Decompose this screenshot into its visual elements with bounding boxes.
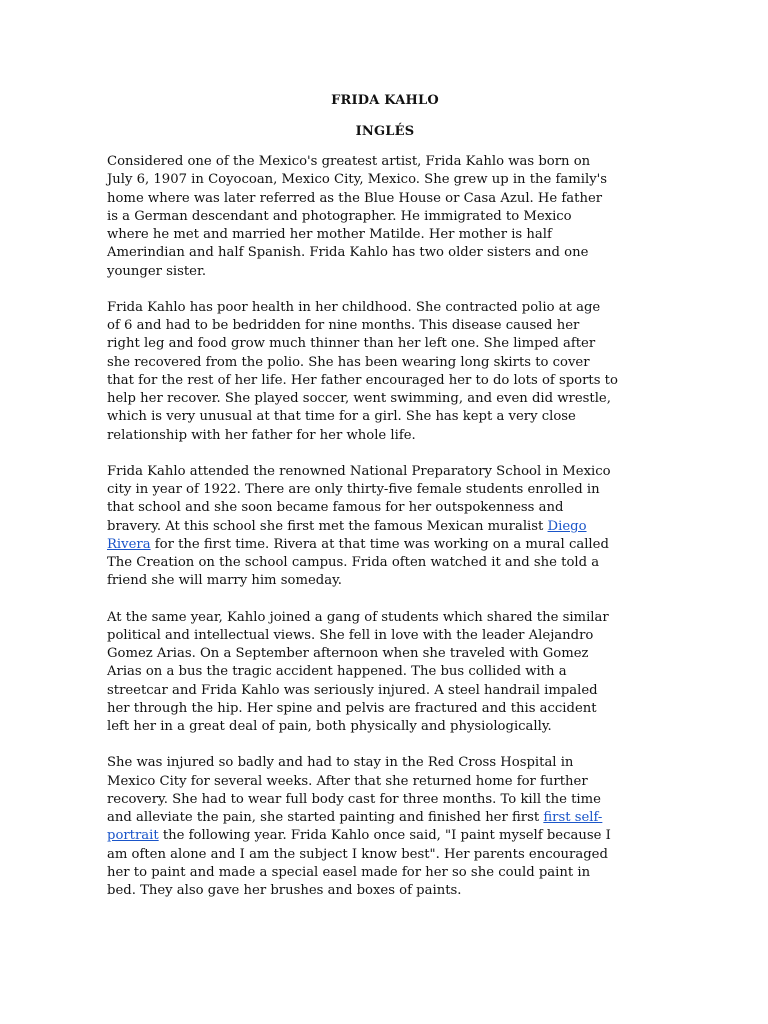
paragraph-line <box>107 572 663 590</box>
text-run: relationship with her father for her whole life. <box>107 427 416 443</box>
paragraph-line <box>107 463 663 481</box>
text-run: political and intellectual views. She fell in love with the leader Alejandro <box>107 627 594 643</box>
text-run: am often alone and I am the subject I know best". Her parents encouraged <box>107 846 608 862</box>
paragraph-line <box>107 773 663 791</box>
paragraph-line <box>107 354 663 372</box>
text-run: July 6, 1907 in Coyocoan, Mexico City, Mexico. She grew up in the family's <box>107 172 608 188</box>
paragraph-line <box>107 153 663 171</box>
text-run: streetcar and Frida Kahlo was seriously injured. A steel handrail impaled <box>107 682 598 698</box>
text-run: The Creation on the school campus. Frida often watched it and she told a <box>107 555 600 570</box>
paragraph-4 <box>107 609 663 737</box>
paragraph-line <box>107 846 663 864</box>
paragraph-line <box>107 554 663 572</box>
text-run: Mexico City for several weeks. After that she returned home for further <box>107 773 588 789</box>
text-run: is a German descendant and photographer. He immigrated to Mexico <box>107 208 572 224</box>
text-run: where he met and married her mother Matilde. Her mother is half <box>107 227 552 242</box>
text-run: the following year. Frida Kahlo once said, "I paint myself because I <box>158 828 611 844</box>
paragraph-line <box>107 372 663 390</box>
text-run: of 6 and had to be bedridden for nine months. This disease caused her <box>107 318 580 333</box>
text-run: help her recover. She played soccer, went swimming, and even did wrestle, <box>107 391 611 406</box>
text-run: Amerindian and half Spanish. Frida Kahlo has two older sisters and one <box>107 245 589 261</box>
text-run: bed. They also gave her brushes and boxes of paints. <box>107 883 462 898</box>
text-run: recovery. She had to wear full body cast for three months. To kill the time <box>107 791 601 807</box>
text-run: that for the rest of her life. Her father encouraged her to do lots of sports to <box>107 372 618 388</box>
paragraph-2 <box>107 299 663 445</box>
paragraph-line <box>107 627 663 645</box>
text-run: right leg and food grow much thinner than her left one. She limped after <box>107 336 596 352</box>
paragraph-line <box>107 390 663 408</box>
paragraph-line <box>107 481 663 499</box>
paragraph-line <box>107 663 663 681</box>
paragraph-line <box>107 754 663 772</box>
paragraph-line <box>107 700 663 718</box>
text-run: she recovered from the polio. She has been wearing long skirts to cover <box>107 354 590 370</box>
hyperlink[interactable]: first self- <box>543 810 603 825</box>
text-run: At the same year, Kahlo joined a gang of students which shared the similar <box>107 609 609 625</box>
paragraph-line <box>107 882 663 900</box>
text-run: Arias on a bus the tragic accident happened. The bus collided with a <box>107 664 567 680</box>
paragraph-line <box>107 427 663 445</box>
paragraph-line <box>107 263 663 281</box>
paragraph-line <box>107 244 663 262</box>
paragraph-line <box>107 609 663 627</box>
text-run: her through the hip. Her spine and pelvis are fractured and this accident <box>107 700 597 716</box>
paragraph-line <box>107 226 663 244</box>
text-run: home where was later referred as the Blue House or Casa Azul. He father <box>107 190 603 206</box>
document-title: FRIDA KAHLO <box>331 93 439 108</box>
paragraph-line <box>107 718 663 736</box>
paragraph-line <box>107 190 663 208</box>
paragraph-line <box>107 408 663 426</box>
paragraph-line <box>107 208 663 226</box>
text-run: younger sister. <box>107 263 207 279</box>
document-page <box>107 92 663 900</box>
paragraph-line <box>107 536 663 554</box>
paragraph-line <box>107 791 663 809</box>
text-run: left her in a great deal of pain, both physically and physiologically. <box>107 719 552 734</box>
hyperlink[interactable]: Diego <box>547 518 587 534</box>
paragraph-line <box>107 809 663 827</box>
paragraph-line <box>107 299 663 317</box>
paragraph-line <box>107 645 663 663</box>
paragraph-line <box>107 518 663 536</box>
text-run: city in year of 1922. There are only thirty-five female students enrolled in <box>107 482 600 497</box>
text-run: She was injured so badly and had to stay in the Red Cross Hospital in <box>107 755 574 771</box>
document-subtitle: INGLÉS <box>355 124 415 139</box>
paragraph-5 <box>107 754 663 900</box>
text-run: for the first time. Rivera at that time was working on a mural called <box>150 536 609 552</box>
paragraph-line <box>107 171 663 189</box>
text-run: Frida Kahlo has poor health in her childhood. She contracted polio at age <box>107 299 601 315</box>
text-run: friend she will marry him someday. <box>107 573 342 589</box>
text-run: which is very unusual at that time for a girl. She has kept a very close <box>107 409 576 425</box>
paragraph-1 <box>107 153 663 281</box>
paragraph-line <box>107 499 663 517</box>
text-run: bravery. At this school she first met the famous Mexican muralist <box>107 518 548 534</box>
paragraph-line <box>107 864 663 882</box>
paragraph-3 <box>107 463 663 591</box>
hyperlink[interactable]: portrait <box>107 828 159 844</box>
text-run: Frida Kahlo attended the renowned National Preparatory School in Mexico <box>107 463 611 479</box>
text-run: and alleviate the pain, she started painting and finished her first <box>107 810 544 825</box>
text-run: Gomez Arias. On a September afternoon when she traveled with Gomez <box>107 646 589 661</box>
paragraph-line <box>107 682 663 700</box>
document-body <box>107 153 663 900</box>
text-run: Considered one of the Mexico's greatest artist, Frida Kahlo was born on <box>107 154 591 169</box>
paragraph-line <box>107 335 663 353</box>
paragraph-line <box>107 317 663 335</box>
text-run: her to paint and made a special easel made for her so she could paint in <box>107 864 591 880</box>
paragraph-line <box>107 827 663 845</box>
hyperlink[interactable]: Rivera <box>107 536 151 552</box>
text-run: that school and she soon became famous for her outspokenness and <box>107 500 564 516</box>
